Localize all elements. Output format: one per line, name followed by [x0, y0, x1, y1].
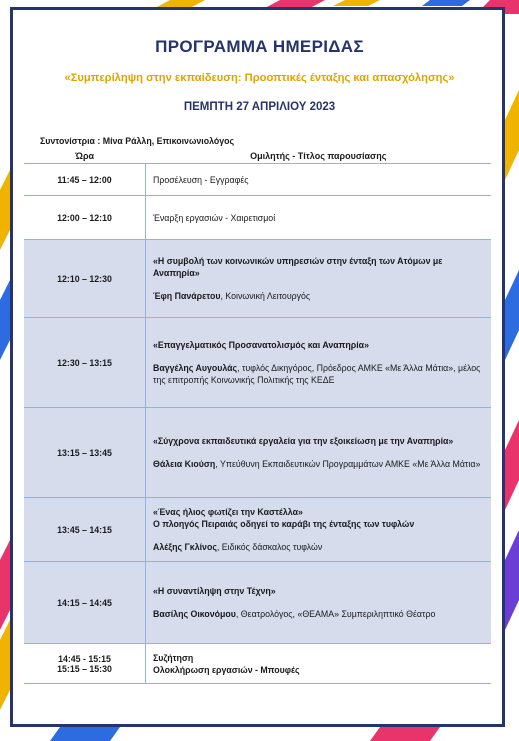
row-text: Έναρξη εργασιών - Χαιρετισμοί [153, 212, 276, 223]
row-time-line1: 14:45 - 15:15 [58, 653, 111, 664]
row-desc [146, 318, 492, 408]
talk-title: «Η συναντίληψη στην Τέχνη» [153, 586, 276, 596]
row-desc [146, 498, 492, 562]
speaker-line [153, 458, 483, 470]
row-text: Συζήτηση [153, 652, 194, 663]
row-desc [146, 562, 492, 644]
table-row [24, 562, 491, 644]
speaker-name: Έφη Πανάρετου [153, 291, 221, 301]
row-desc [146, 196, 492, 240]
row-time: 13:45 – 14:15 [24, 498, 146, 562]
talk-title: «Η συμβολή των κοινωνικών υπηρεσιών στην ένταξη των Ατόμων με Αναπηρία» [153, 256, 443, 278]
speaker-role: , τυφλός Δικηγόρος, Πρόεδρος ΑΜΚΕ «Με Άλλα Μάτια», μέλος της επιτροπής Κοινωνικής Πολιτικής της ΚΕΔΕ [153, 363, 481, 385]
table-row [24, 196, 491, 240]
table-header-row [24, 148, 491, 164]
table-row [24, 644, 491, 684]
speaker-line [153, 362, 483, 386]
speaker-line [153, 608, 483, 620]
row-time: 12:30 – 13:15 [24, 318, 146, 408]
speaker-name: Βασίλης Οικονόμου [153, 609, 236, 619]
row-desc [146, 644, 492, 684]
schedule-table [24, 148, 491, 684]
row-time: 13:15 – 13:45 [24, 408, 146, 498]
event-date: ΠΕΜΠΤΗ 27 ΑΠΡΙΛΙΟΥ 2023 [183, 101, 336, 113]
row-time [24, 644, 146, 684]
speaker-name: Αλέξης Γκλίνος [153, 542, 217, 552]
row-time: 12:00 – 12:10 [24, 196, 146, 240]
row-time-line2: 15:15 – 15:30 [57, 663, 112, 674]
table-row [24, 318, 491, 408]
talk-title: «Σύγχρονα εκπαιδευτικά εργαλεία για την εξοικείωση με την Αναπηρία» [153, 436, 454, 446]
page-title: ΠΡΟΓΡΑΜΜΑ ΗΜΕΡΙΔΑΣ [155, 37, 364, 56]
speaker-role: , Υπεύθυνη Εκπαιδευτικών Προγραμμάτων ΑΜΚΕ «Με Άλλα Μάτια» [215, 459, 481, 469]
row-text-line2: Ολοκλήρωση εργασιών - Μπουφές [153, 664, 300, 675]
speaker-role: , Θεατρολόγος, «ΘΕΑΜΑ» Συμπεριληπτικό Θέατρο [235, 609, 436, 619]
row-time: 12:10 – 12:30 [24, 240, 146, 318]
row-desc [146, 240, 492, 318]
speaker-line [153, 290, 483, 302]
talk-title: «Ένας ήλιος φωτίζει την Καστέλλα» [153, 507, 303, 517]
speaker-name: Θάλεια Κιούση [153, 459, 216, 469]
event-subtitle: «Συμπερίληψη στην εκπαίδευση: Προοπτικές ένταξης και απασχόλησης» [64, 72, 455, 84]
table-row [24, 408, 491, 498]
row-desc [146, 164, 492, 196]
row-desc [146, 408, 492, 498]
header-time: Ώρα [24, 148, 146, 164]
coordinator-line: Συντονίστρια : Μίνα Ράλλη, Επικοινωνιολόγος [40, 136, 235, 146]
row-time: 11:45 – 12:00 [24, 164, 146, 196]
table-row [24, 498, 491, 562]
row-time: 14:15 – 14:45 [24, 562, 146, 644]
table-row [24, 240, 491, 318]
row-text: Προσέλευση - Εγγραφές [153, 174, 249, 185]
speaker-role: , Ειδικός δάσκαλος τυφλών [216, 542, 323, 552]
talk-title: «Επαγγελματικός Προσανατολισμός και Αναπηρία» [153, 340, 369, 350]
speaker-line [153, 541, 483, 553]
header-desc: Ομιλητής - Τίτλος παρουσίασης [146, 148, 492, 164]
speaker-name: Βαγγέλης Αυγουλάς [153, 363, 238, 373]
table-row [24, 164, 491, 196]
speaker-role: , Κοινωνική Λειτουργός [220, 291, 311, 301]
talk-title-line2: Ο πλοηγός Πειραιάς οδηγεί το καράβι της ένταξης των τυφλών [153, 519, 415, 529]
